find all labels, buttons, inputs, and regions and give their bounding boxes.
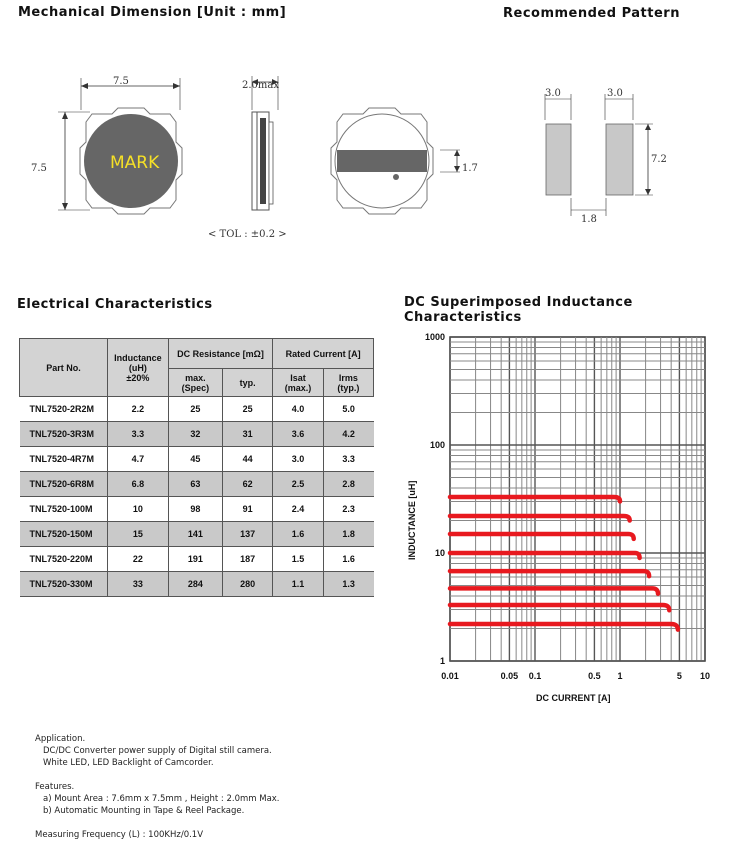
table-row: TNL7520-6R8M 6.8 63 62 2.5 2.8 <box>20 472 374 497</box>
header-irms: Irms (typ.) <box>323 369 373 397</box>
header-dcr-max: max. (Spec) <box>168 369 222 397</box>
x-tick-label: 0.05 <box>500 671 519 681</box>
recommended-pattern-drawing <box>535 80 665 230</box>
y-tick-label: 100 <box>429 440 445 450</box>
table-row: TNL7520-330M 33 284 280 1.1 1.3 <box>20 572 374 597</box>
electrical-title: Electrical Characteristics <box>17 297 213 312</box>
x-tick-label: 10 <box>699 671 711 681</box>
x-tick-label: 0.5 <box>588 671 601 681</box>
pad-height-label: 7.2 <box>651 154 667 165</box>
x-tick-label: 5 <box>676 671 682 681</box>
y-tick-label: 1000 <box>424 332 445 342</box>
table-row: TNL7520-220M 22 191 187 1.5 1.6 <box>20 547 374 572</box>
feature-line: b) Automatic Mounting in Tape & Reel Package. <box>43 806 245 816</box>
x-axis-label: DC CURRENT [A] <box>536 693 611 703</box>
header-rated-current: Rated Current [A] <box>273 339 374 369</box>
measuring-frequency: Measuring Frequency (L) : 100KHz/0.1V <box>35 830 204 840</box>
band-dim-label: 1.7 <box>462 163 478 174</box>
features-title: Features. <box>35 782 75 792</box>
height-dim-label: 7.5 <box>31 163 47 174</box>
electrical-table <box>19 338 374 597</box>
pad-gap-label: 1.8 <box>581 214 597 225</box>
application-title: Application. <box>35 734 86 744</box>
application-line: White LED, LED Backlight of Camcorder. <box>43 758 214 768</box>
y-tick-label: 1 <box>439 656 445 666</box>
pad-right <box>606 124 633 195</box>
x-tick-label: 1 <box>617 671 623 681</box>
tolerance-label: < TOL : ±0.2 > <box>208 229 287 240</box>
thickness-dim-label: 2.0max <box>242 80 279 91</box>
chart-title: DC Superimposed Inductance Characteristics <box>404 295 633 325</box>
header-part-no: Part No. <box>20 339 108 397</box>
header-inductance: Inductance (uH) ±20% <box>108 339 169 397</box>
header-isat: Isat (max.) <box>273 369 323 397</box>
table-row: TNL7520-2R2M 2.2 25 25 4.0 5.0 <box>20 397 374 422</box>
pad-width-left: 3.0 <box>545 88 561 99</box>
table-row: TNL7520-100M 10 98 91 2.4 2.3 <box>20 497 374 522</box>
header-dcr-typ: typ. <box>223 369 273 397</box>
table-row: TNL7520-3R3M 3.3 32 31 3.6 4.2 <box>20 422 374 447</box>
mechanical-drawing <box>20 70 478 245</box>
header-dc-resistance: DC Resistance [mΩ] <box>168 339 273 369</box>
pad-left <box>546 124 571 195</box>
recommended-pattern-title: Recommended Pattern <box>503 6 680 21</box>
x-tick-label: 0.1 <box>528 671 542 681</box>
pad-width-right: 3.0 <box>607 88 623 99</box>
feature-line: a) Mount Area : 7.6mm x 7.5mm , Height : 2.0mm Max. <box>43 794 280 804</box>
inductor-bottom-band <box>337 150 427 172</box>
y-axis-label: INDUCTANCE [uH] <box>407 480 417 560</box>
mark-label: MARK <box>110 153 160 173</box>
x-tick-label: 0.01 <box>441 671 459 681</box>
table-row: TNL7520-150M 15 141 137 1.6 1.8 <box>20 522 374 547</box>
table-row: TNL7520-4R7M 4.7 45 44 3.0 3.3 <box>20 447 374 472</box>
width-dim-label: 7.5 <box>113 76 129 87</box>
application-line: DC/DC Converter power supply of Digital still camera. <box>43 746 272 756</box>
mechanical-dimension-title: Mechanical Dimension [Unit : mm] <box>18 5 287 20</box>
dc-superimposed-chart <box>400 320 745 715</box>
y-tick-label: 10 <box>434 548 445 558</box>
notes-section <box>35 733 280 841</box>
